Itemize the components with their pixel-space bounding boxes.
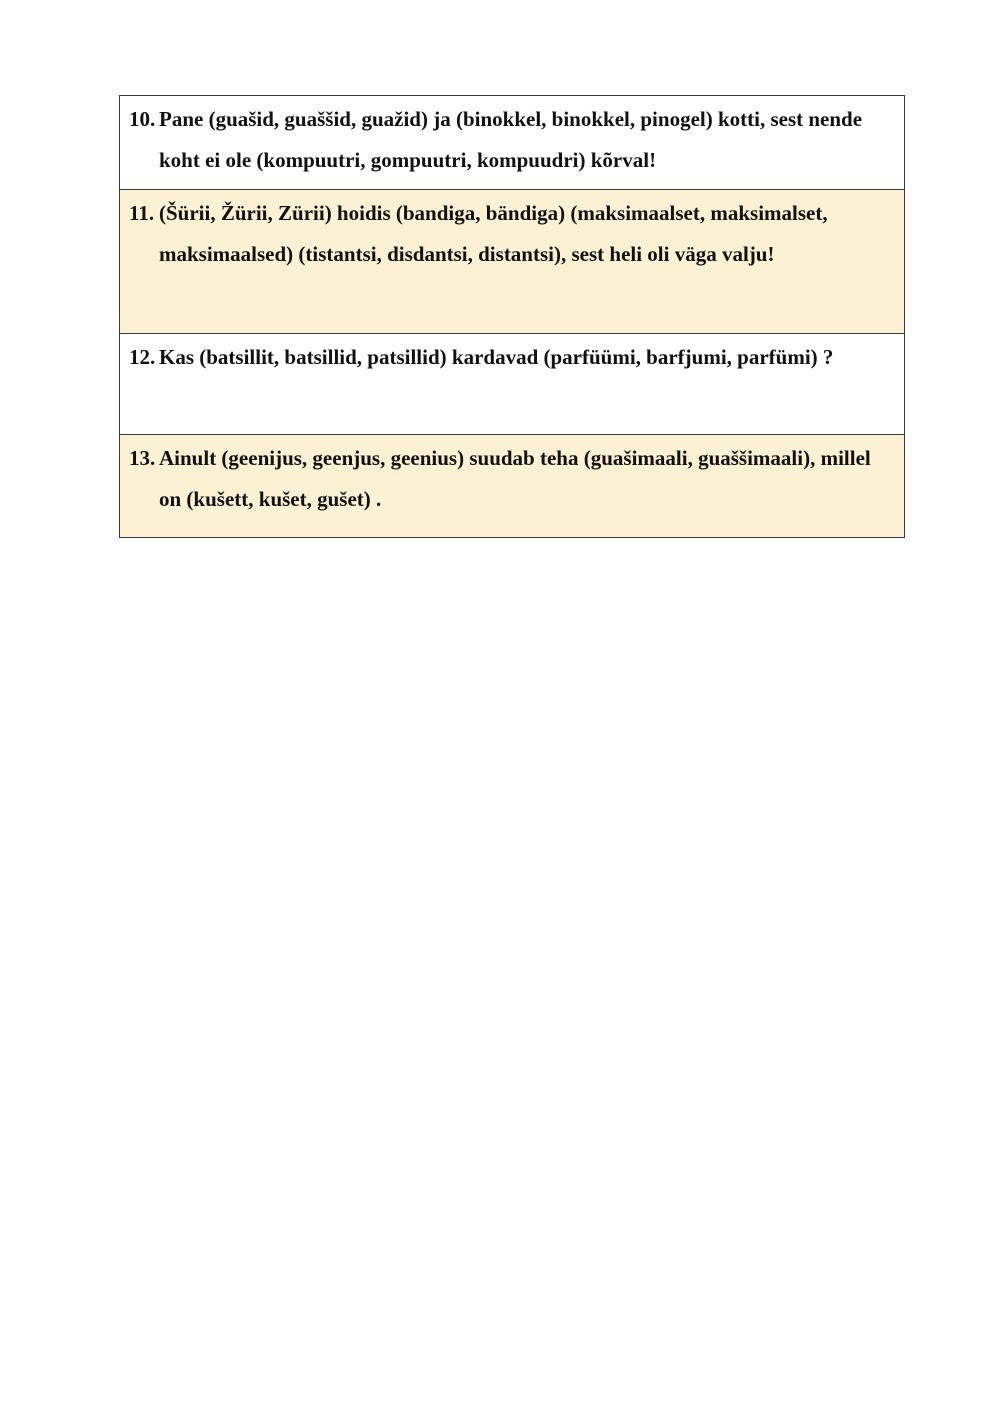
exercise-row [120, 435, 905, 538]
item-text: Ainult (geenijus, geenjus, geenius) suudab teha (guašimaali, guaššimaali), millel on (kušett, kušet, gušet) . [159, 446, 871, 511]
exercise-row [120, 96, 905, 190]
exercise-cell [120, 96, 905, 190]
exercise-item [120, 435, 904, 537]
exercise-cell [120, 190, 905, 334]
exercise-row [120, 190, 905, 334]
exercise-row [120, 334, 905, 435]
exercise-item [120, 96, 904, 189]
exercise-cell [120, 334, 905, 435]
exercise-item [120, 334, 904, 434]
exercise-cell [120, 435, 905, 538]
item-number: 13. [129, 446, 156, 470]
item-text: Pane (guašid, guaššid, guažid) ja (binokkel, binokkel, pinogel) kotti, sest nende koht ei ole (kompuutri, gompuutri, kompuudri) kõrval! [159, 107, 863, 172]
exercise-item [120, 190, 904, 333]
item-number: 10. [129, 107, 156, 131]
item-text: (Šürii, Žürii, Zürii) hoidis (bandiga, bändiga) (maksimaalset, maksimalset, maksimaalsed) (tistantsi, disdantsi, distantsi), sest heli oli väga valju! [159, 201, 828, 266]
item-text: Kas (batsillit, batsillid, patsillid) kardavad (parfüümi, barfjumi, parfümi) ? [159, 345, 834, 369]
exercise-table [119, 95, 905, 538]
item-number: 12. [129, 345, 156, 369]
item-number: 11. [129, 201, 155, 225]
